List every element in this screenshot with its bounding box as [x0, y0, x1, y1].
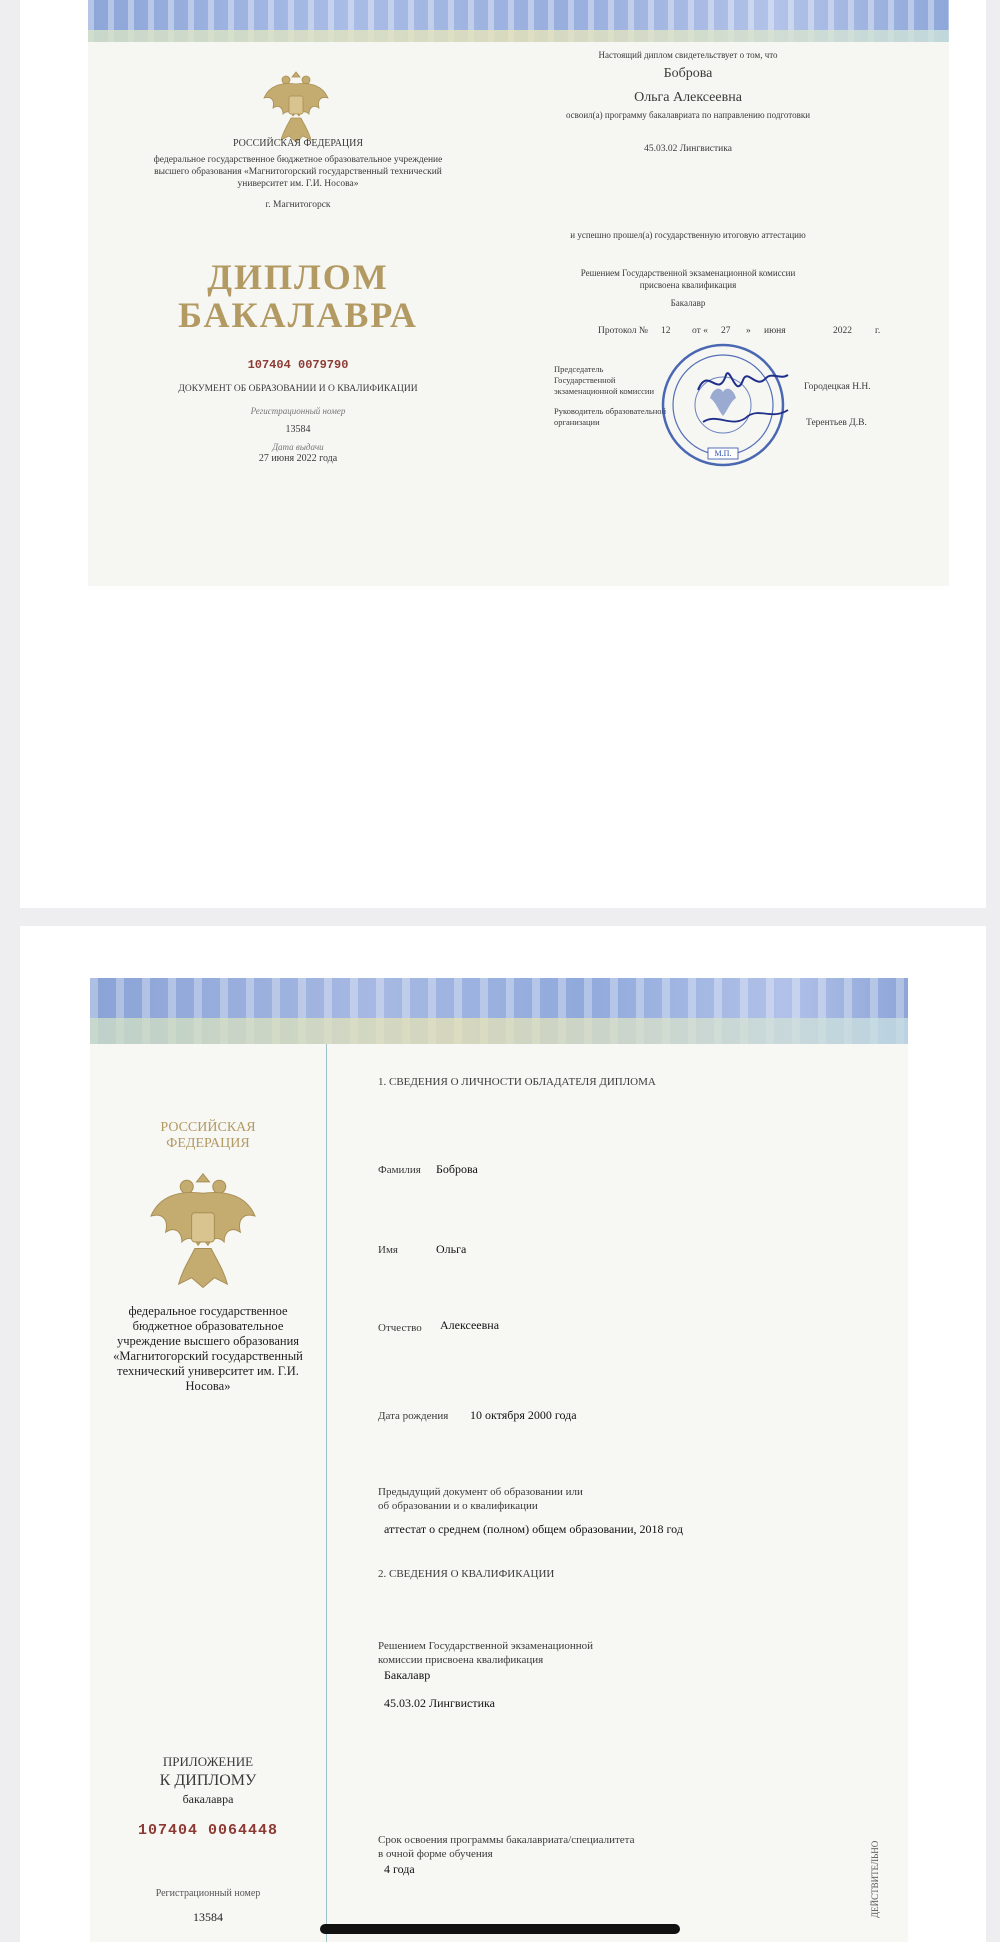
institution-line: Носова» [185, 1379, 231, 1393]
institution-line: «Магнитогорский государственный [113, 1349, 303, 1363]
protocol-year-suffix: г. [875, 326, 881, 336]
attestation-text: и успешно прошел(а) государственную итоговую аттестацию [570, 230, 806, 240]
institution-line: технический университет им. Г.И. [117, 1364, 299, 1378]
section-title: 2. СВЕДЕНИЯ О КВАЛИФИКАЦИИ [378, 1568, 555, 1580]
issue-date: 27 июня 2022 года [258, 453, 338, 464]
certificate-intro: Настоящий диплом свидетельствует о том, что [598, 50, 778, 60]
decorative-band-stripe [88, 30, 949, 42]
program-text: освоил(а) программу бакалавриата по направлению подготовки [565, 110, 811, 120]
decision-text: Решением Государственной экзаменационной [378, 1640, 594, 1652]
field-value-patronymic: Алексеевна [440, 1318, 500, 1332]
holder-surname: Боброва [663, 66, 713, 81]
reg-number-label: Регистрационный номер [250, 406, 346, 416]
qualification: Бакалавр [670, 298, 706, 308]
decision-text: Решением Государственной экзаменационной комиссии [580, 268, 796, 278]
stamp-label: М.П. [714, 449, 732, 458]
vertical-validity-mark: ДЕЙСТВИТЕЛЬНО [870, 1840, 880, 1918]
appendix-title: К ДИПЛОМУ [159, 1772, 257, 1789]
home-indicator[interactable] [320, 1924, 680, 1934]
head-name: Терентьев Д.В. [806, 418, 867, 428]
appendix-title: ПРИЛОЖЕНИЕ [162, 1754, 254, 1769]
appendix-degree: бакалавра [182, 1792, 234, 1806]
serial-number: 107404 0064448 [137, 1822, 279, 1839]
duration-value: 4 года [384, 1862, 415, 1876]
field-label-surname: Фамилия [378, 1164, 421, 1176]
protocol-month: июня [764, 326, 786, 336]
decision-text: комиссии присвоена квалификация [378, 1654, 544, 1666]
serial-number: 107404 0079790 [247, 358, 349, 372]
field-label-patronymic: Отчество [378, 1322, 422, 1334]
institution-line: федеральное государственное бюджетное образовательное учреждение [153, 155, 443, 165]
diploma-appendix [90, 978, 908, 1942]
protocol-number: 12 [661, 326, 671, 336]
head-title: организации [554, 417, 600, 427]
decorative-band-stripe [90, 1018, 908, 1044]
chair-name: Городецкая Н.Н. [804, 382, 871, 392]
duration-label: Срок освоения программы бакалавриата/специалитета [378, 1834, 635, 1846]
reg-number-label: Регистрационный номер [155, 1888, 261, 1899]
field-value-prev-doc: аттестат о среднем (полном) общем образовании, 2018 год [384, 1522, 683, 1536]
country-name: ФЕДЕРАЦИЯ [166, 1136, 250, 1151]
signature-icon [688, 360, 798, 440]
holder-name: Ольга Алексеевна [634, 90, 742, 105]
field-value-surname: Боброва [436, 1162, 478, 1176]
institution-line: университет им. Г.И. Носова» [237, 179, 359, 189]
issue-date-label: Дата выдачи [272, 442, 324, 452]
protocol-quote: » [746, 326, 751, 336]
field-label-prev-doc: об образовании и о квалификации [378, 1500, 538, 1512]
institution-line: бюджетное образовательное [132, 1319, 284, 1333]
diploma-title-degree: БАКАЛАВРА [178, 295, 418, 335]
coat-of-arms-icon [138, 1164, 268, 1294]
section-title: 1. СВЕДЕНИЯ О ЛИЧНОСТИ ОБЛАДАТЕЛЯ ДИПЛОМА [378, 1076, 656, 1088]
field-value-name: Ольга [436, 1242, 467, 1256]
column-divider [326, 1044, 327, 1942]
city: г. Магнитогорск [265, 200, 331, 210]
decision-text: присвоена квалификация [639, 280, 737, 290]
field-value-birth-date: 10 октября 2000 года [470, 1408, 577, 1422]
diploma-spread [88, 0, 949, 586]
chair-title: Государственной [554, 375, 616, 385]
reg-number: 13584 [285, 424, 311, 435]
program-code: 45.03.02 Лингвистика [644, 144, 732, 154]
chair-title: экзаменационной комиссии [554, 386, 654, 396]
field-label-name: Имя [378, 1244, 398, 1256]
country-name: РОССИЙСКАЯ [160, 1120, 256, 1135]
protocol-from: от « [692, 326, 708, 336]
protocol-label: Протокол № [598, 326, 648, 336]
coat-of-arms-icon [261, 66, 331, 146]
field-label-birth-date: Дата рождения [378, 1410, 449, 1422]
country-name: РОССИЙСКАЯ ФЕДЕРАЦИЯ [232, 138, 364, 149]
field-label-prev-doc: Предыдущий документ об образовании или [378, 1486, 583, 1498]
institution-line: высшего образования «Магнитогорский государственный технический [154, 167, 442, 177]
diploma-title: ДИПЛОМ [207, 257, 389, 297]
reg-number: 13584 [193, 1910, 223, 1924]
document-type: ДОКУМЕНТ ОБ ОБРАЗОВАНИИ И О КВАЛИФИКАЦИИ [178, 384, 418, 394]
chair-title: Председатель [554, 364, 604, 374]
qualification-value: Бакалавр [384, 1668, 431, 1682]
protocol-day: 27 [721, 326, 731, 336]
duration-label: в очной форме обучения [378, 1848, 493, 1860]
program-value: 45.03.02 Лингвистика [384, 1696, 495, 1710]
diploma-page-card [20, 0, 986, 908]
head-title: Руководитель образовательной [554, 406, 667, 416]
protocol-year: 2022 [833, 326, 852, 336]
appendix-page-card [20, 926, 986, 1942]
institution-line: учреждение высшего образования [116, 1334, 300, 1348]
institution-line: федеральное государственное [128, 1304, 288, 1318]
